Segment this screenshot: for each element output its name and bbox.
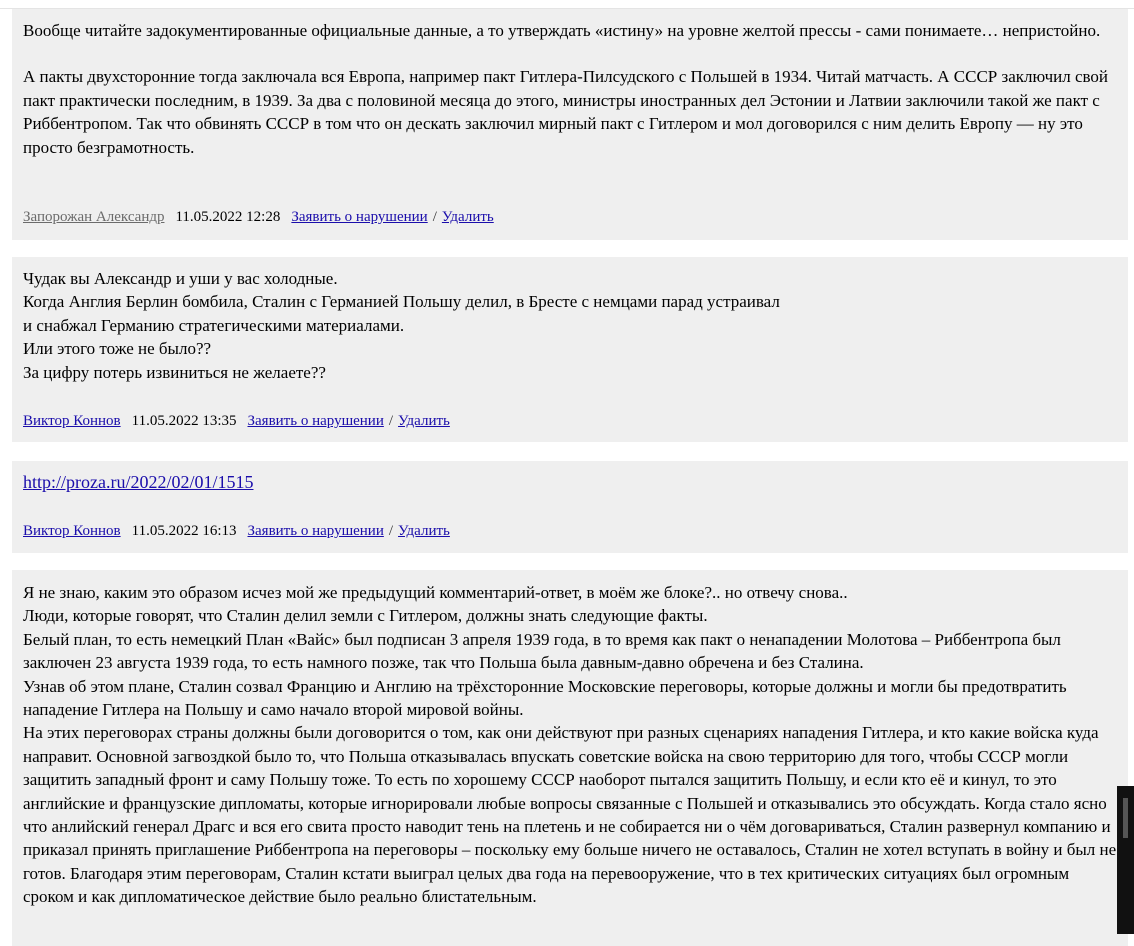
comment-paragraph: и снабжал Германию стратегическими материалами. [23, 315, 405, 335]
author-link[interactable]: Запорожан Александр [23, 209, 165, 225]
comment-paragraph: Чудак вы Александр и уши у вас холодные. [23, 269, 338, 288]
external-link[interactable]: http://proza.ru/2022/02/01/1515 [23, 472, 254, 492]
comment-paragraph: Или этого тоже не было?? [23, 339, 212, 359]
comment-paragraph: А пакты двухсторонние тогда заключала вся Европа, например пакт Гитлера-Пилсудского с Польшей в 1934. Читай матчасть. А СССР заключил свой пакт практически последним, в 1939. За два с половиной месяца до этого, министры иностранных дел Эстонии и Латвии заключили такой же пакт с Риббентропом. Так что обвинять СССР в том что он дескать заключил мирный пакт с Гитлером и мол договорился с ним делить Европу — ну это просто безграмотность. [23, 67, 1109, 157]
scroll-to-top-button[interactable] [1117, 786, 1134, 934]
comment-meta [23, 522, 450, 540]
comment-card [12, 461, 1128, 553]
report-link[interactable]: Заявить о нарушении [247, 413, 384, 429]
separator: / [388, 523, 394, 539]
comment-date: 11.05.2022 12:28 [175, 209, 281, 225]
comment-text [23, 267, 1117, 384]
separator: / [432, 209, 437, 225]
comment-paragraph: Я не знаю, каким это образом исчез мой же предыдущий комментарий-ответ, в моём же блоке?.. но отвечу снова.. [23, 583, 848, 602]
delete-link[interactable]: Удалить [398, 413, 450, 429]
comment-card [12, 257, 1128, 442]
comment-card [12, 570, 1128, 946]
comment-paragraph: За цифру потерь извиниться не желаете?? [23, 362, 326, 382]
report-link[interactable]: Заявить о нарушении [291, 209, 428, 225]
comment-paragraph: Узнав об этом плане, Сталин созвал Францию и Англию на трёхсторонние Московские переговоры, которые должны и могли бы предотвратить нападение Гитлера на Польшу и само начало второй мировой войны. [23, 676, 1067, 720]
comment-text [23, 581, 1117, 909]
comment-date: 11.05.2022 16:13 [131, 523, 237, 539]
comment-paragraph: Вообще читайте задокументированные официальные данные, а то утверждать «истину» на уровне желтой прессы - сами понимаете… непристойно. [23, 21, 1101, 40]
comment-paragraph: Когда Англия Берлин бомбила, Сталин с Германией Польшу делил, в Бресте с немцами парад устраивал [23, 292, 780, 312]
delete-link[interactable]: Удалить [398, 523, 450, 539]
comment-paragraph: На этих переговорах страны должны были договорится о том, как они действуют при разных сценариях нападения Гитлера, и кто какие войска куда направит. Основной загвоздкой было то, что Польша отказывалась впускать советские войска на свою территорию для того, чтобы СССР могли защитить западный фронт и саму Польшу тоже. То есть по хорошему СССР наоборот пытался защитить Польшу, и если кто её и кинул, то это английские и французские дипломаты, которые игнорировали любые вопросы связанные с Польшей и отказывались это обсуждать. Когда стало ясно что анлийский генерал Драгс и вся его свита просто наводит тень на плетень и не собирается ни о чём договариваться, Сталин развернул компанию и приказал принять приглашение Риббентропа на переговоры – поскольку ему больше ничего не оставалось, Сталин не хотел вступать в войну и был не готов. Благодаря этим переговорам, Сталин кстати выиграл целых два года на перевооружение, что в тех критических ситуациях был огромным сроком и как дипломатическое действие было реально блистательным. [23, 723, 1117, 907]
author-link[interactable]: Виктор Коннов [23, 523, 121, 539]
report-link[interactable]: Заявить о нарушении [247, 523, 384, 539]
comment-text [23, 19, 1117, 159]
comment-text [23, 471, 1117, 494]
comment-meta [23, 208, 494, 226]
comment-meta [23, 412, 450, 430]
delete-link[interactable]: Удалить [441, 209, 494, 225]
scroll-indicator [1123, 798, 1128, 838]
separator: / [388, 413, 394, 429]
comment-date: 11.05.2022 13:35 [131, 413, 237, 429]
comment-paragraph: Люди, которые говорят, что Сталин делил земли с Гитлером, должны знать следующие факты. [23, 606, 708, 626]
comment-card [12, 9, 1128, 240]
paragraph-gap [23, 42, 1117, 65]
author-link[interactable]: Виктор Коннов [23, 413, 121, 429]
comment-paragraph: Белый план, то есть немецкий План «Вайс» был подписан 3 апреля 1939 года, в то время как пакт о ненападении Молотова – Риббентропа был заключен 23 августа 1939 года, то есть намного позже, так что Польша была давным-давно обречена и без Сталина. [23, 629, 1061, 673]
